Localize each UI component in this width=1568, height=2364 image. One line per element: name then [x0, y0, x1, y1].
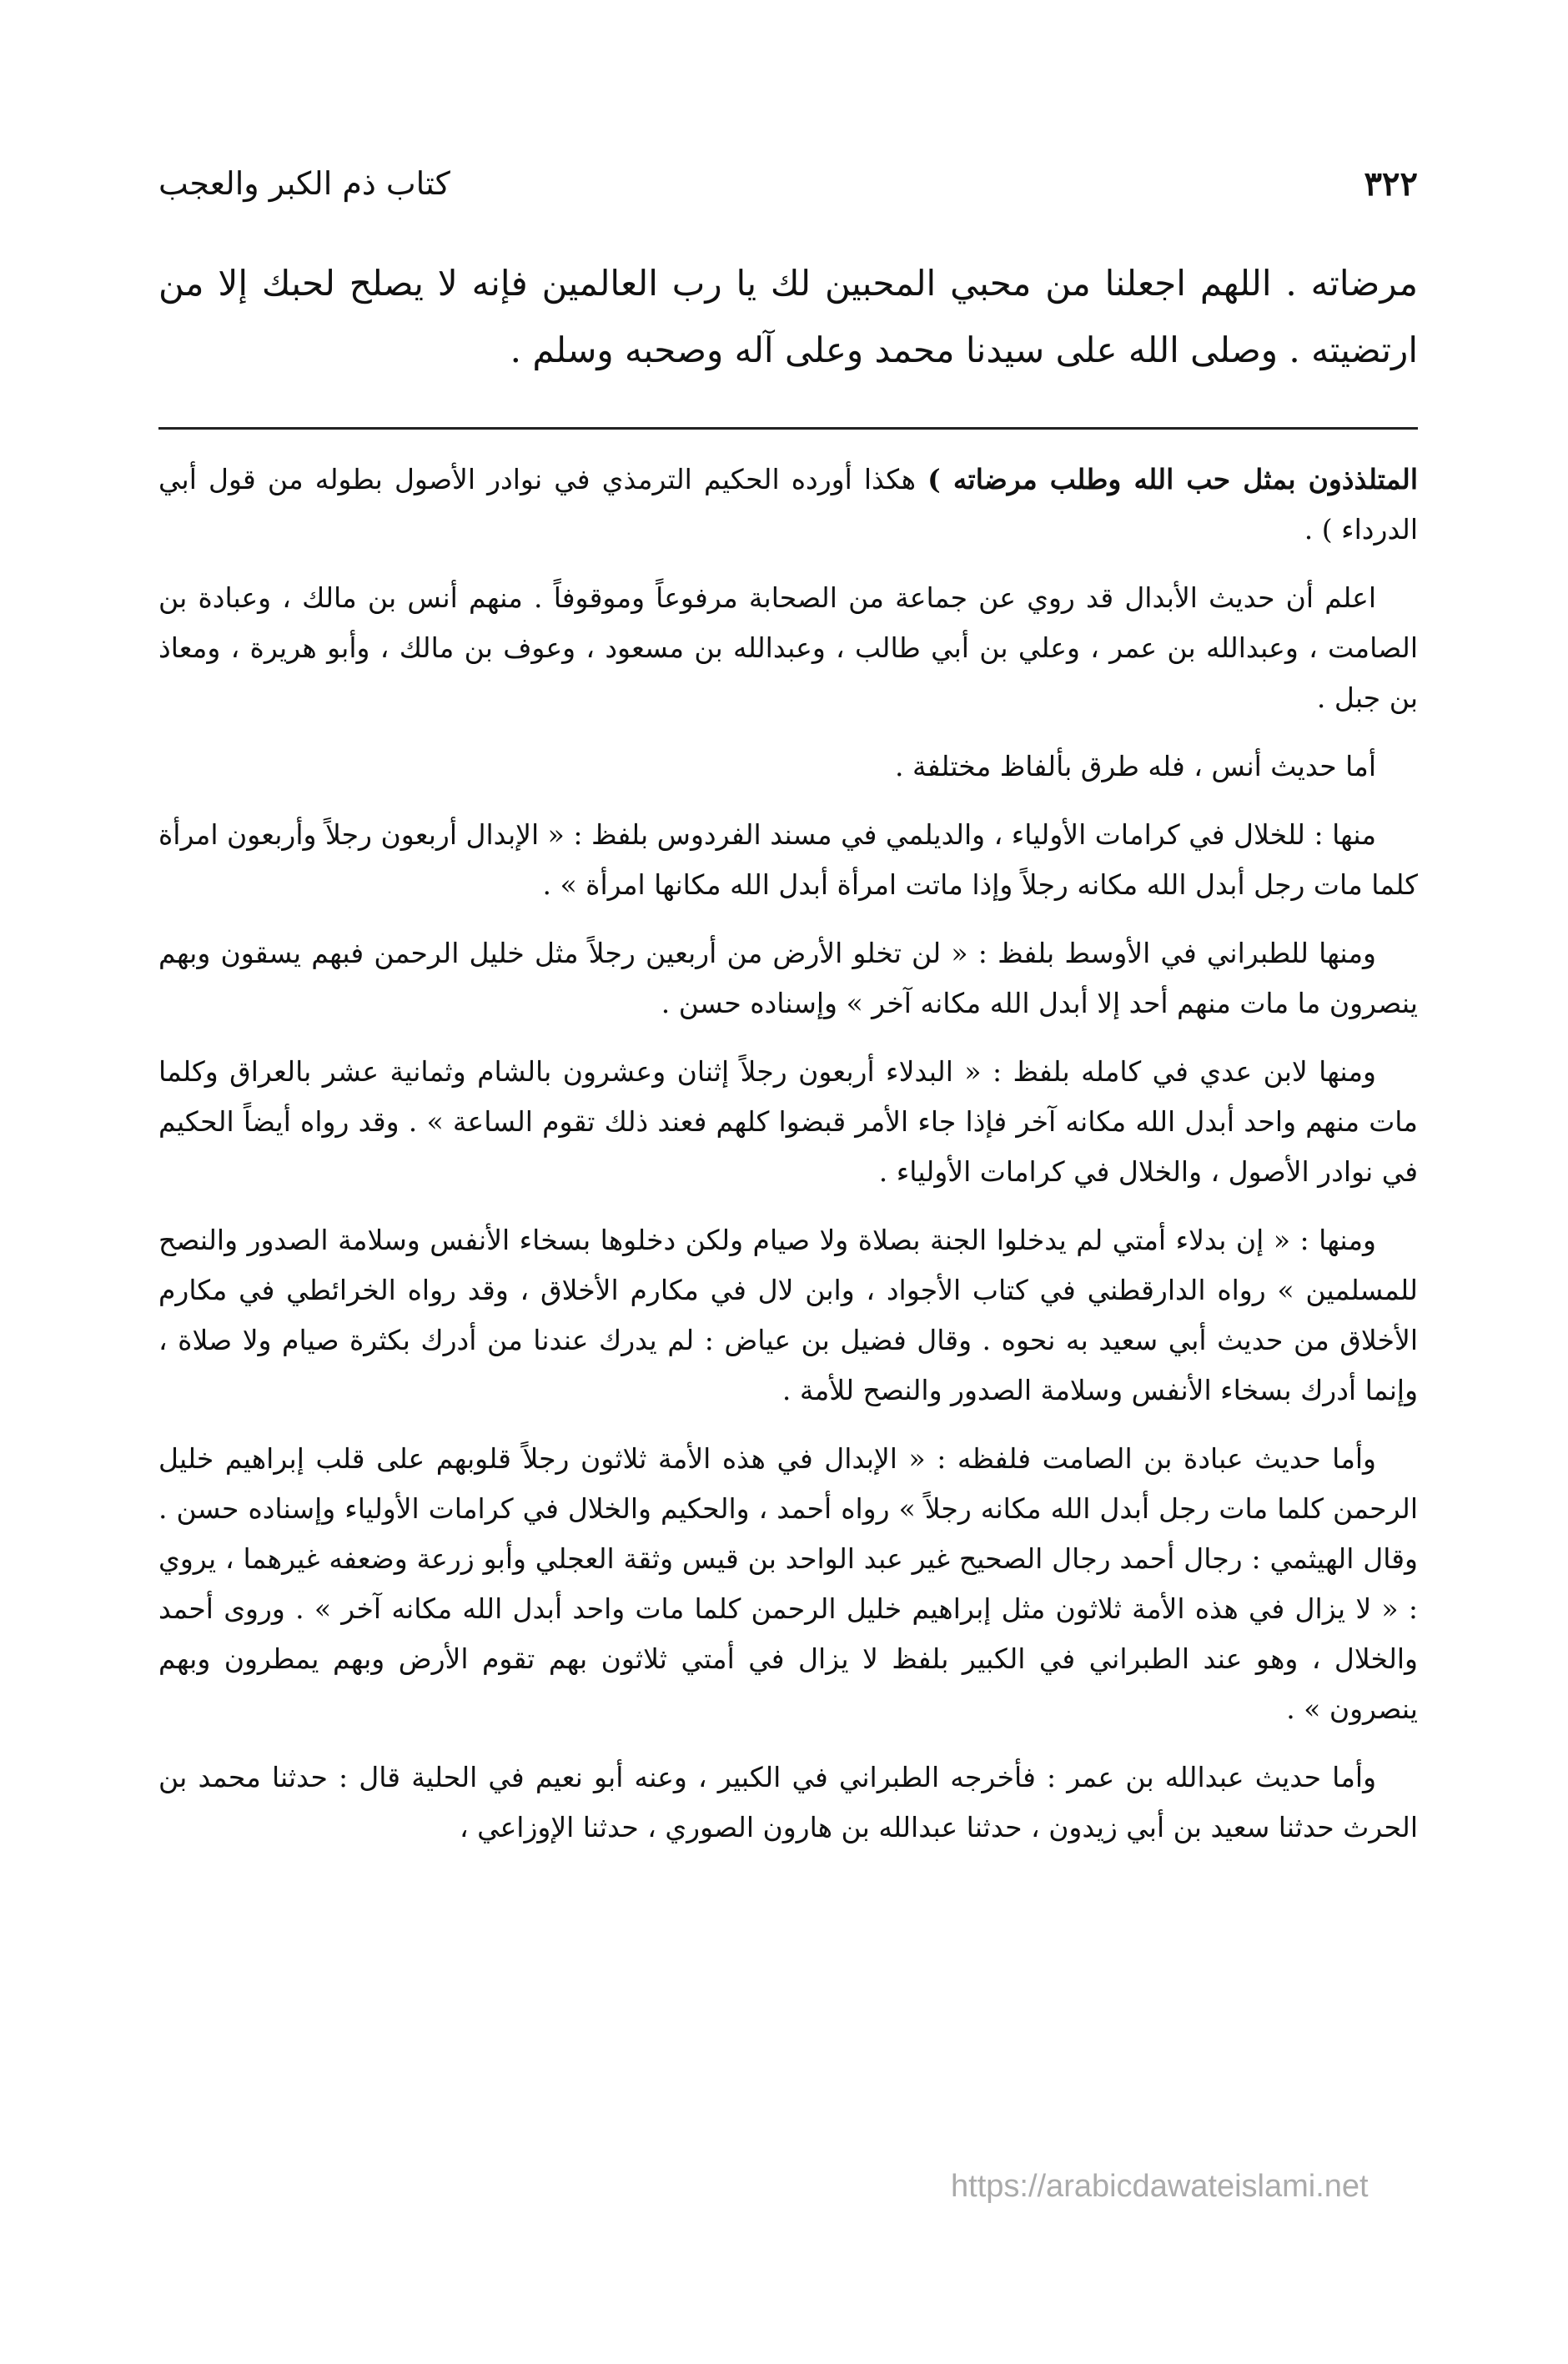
watermark-url: https://arabicdawateislami.net — [951, 2169, 1369, 2204]
main-text — [158, 250, 1418, 384]
note-paragraph-9: وأما حديث عبدالله بن عمر : فأخرجه الطبراني في الكبير ، وعنه أبو نعيم في الحلية قال : حدثنا محمد بن الحرث حدثنا سعيد بن أبي زيدون ، حدثنا عبدالله بن هارون الصوري ، حدثنا الإوزاعي ، — [158, 1761, 1418, 1843]
main-paragraph: مرضاته . اللهم اجعلنا من محبي المحبين لك يا رب العالمين فإنه لا يصلح لحبك إلا من ارتضيته . وصلى الله على سيدنا محمد وعلى آله وصحبه وسلم . — [158, 263, 1418, 370]
note-paragraph-1 — [158, 455, 1418, 555]
page-number: ٣٢٢ — [1364, 163, 1418, 204]
note-paragraph-6: ومنها لابن عدي في كامله بلفظ : « البدلاء أربعون رجلاً إثنان وعشرون بالشام وثمانية عشر بالعراق وكلما مات منهم واحد أبدل الله مكانه آخر فإذا جاء الأمر قبضوا كلهم فعند ذلك تقوم الساعة » . وقد رواه أيضاً الحكيم في نوادر الأصول ، والخلال في كرامات الأولياء . — [158, 1055, 1418, 1188]
note-paragraph-7: ومنها : « إن بدلاء أمتي لم يدخلوا الجنة بصلاة ولا صيام ولكن دخلوها بسخاء الأنفس وسلامة الصدور والنصح للمسلمين » رواه الدارقطني في كتاب الأجواد ، وابن لال في مكارم الأخلاق ، وقد رواه الخرائطي في مكارم الأخلاق من حديث أبي سعيد به نحوه . وقال فضيل بن عياض : لم يدرك عندنا من أدرك بكثرة صيام ولا صلاة ، وإنما أدرك بسخاء الأنفس وسلامة الصدور والنصح للأمة . — [158, 1224, 1418, 1406]
footnotes — [158, 455, 1418, 1871]
note-paragraph-4: منها : للخلال في كرامات الأولياء ، والديلمي في مسند الفردوس بلفظ : « الإبدال أربعون رجلاً وأربعون امرأة كلما مات رجل أبدل الله مكانه رجلاً وإذا ماتت امرأة أبدل الله مكانها امرأة » . — [158, 818, 1418, 901]
note-paragraph-5: ومنها للطبراني في الأوسط بلفظ : « لن تخلو الأرض من أربعين رجلاً مثل خليل الرحمن فبهم يسقون وبهم ينصرون ما مات منهم أحد إلا أبدل الله مكانه آخر » وإسناده حسن . — [158, 937, 1418, 1019]
note-paragraph-3: أما حديث أنس ، فله طرق بألفاظ مختلفة . — [895, 750, 1376, 782]
note-paragraph-8: وأما حديث عبادة بن الصامت فلفظه : « الإبدال في هذه الأمة ثلاثون رجلاً قلوبهم على قلب إبراهيم خليل الرحمن كلما مات رجل أبدل الله مكانه رجلاً » رواه أحمد ، والحكيم والخلال في كرامات الأولياء وإسناده حسن . وقال الهيثمي : رجال أحمد رجال الصحيح غير عبد الواحد بن قيس وثقة العجلي وأبو زرعة وضعفه غيرهما ، يروي : « لا يزال في هذه الأمة ثلاثون مثل إبراهيم خليل الرحمن كلما مات واحد أبدل الله مكانه آخر » . وروى أحمد والخلال ، وهو عند الطبراني في الكبير بلفظ لا يزال في أمتي ثلاثون بهم تقوم الأرض وبهم يمطرون وبهم ينصرون » . — [158, 1442, 1418, 1725]
running-title: كتاب ذم الكبر والعجب — [158, 165, 450, 202]
note-paragraph-2: اعلم أن حديث الأبدال قد روي عن جماعة من الصحابة مرفوعاً وموقوفاً . منهم أنس بن مالك ، وعبادة بن الصامت ، وعبدالله بن عمر ، وعلي بن أبي طالب ، وعبدالله بن مسعود ، وعوف بن مالك ، وأبو هريرة ، ومعاذ بن جبل . — [158, 581, 1418, 714]
footnote-divider — [158, 427, 1418, 430]
note-lead-phrase: المتلذذون بمثل حب الله وطلب مرضاته ) — [927, 463, 1418, 495]
page-header — [158, 150, 1418, 217]
note-paragraph-1-text: هكذا أورده الحكيم الترمذي في نوادر الأصول بطوله من قول أبي الدرداء ) . — [158, 463, 1418, 546]
